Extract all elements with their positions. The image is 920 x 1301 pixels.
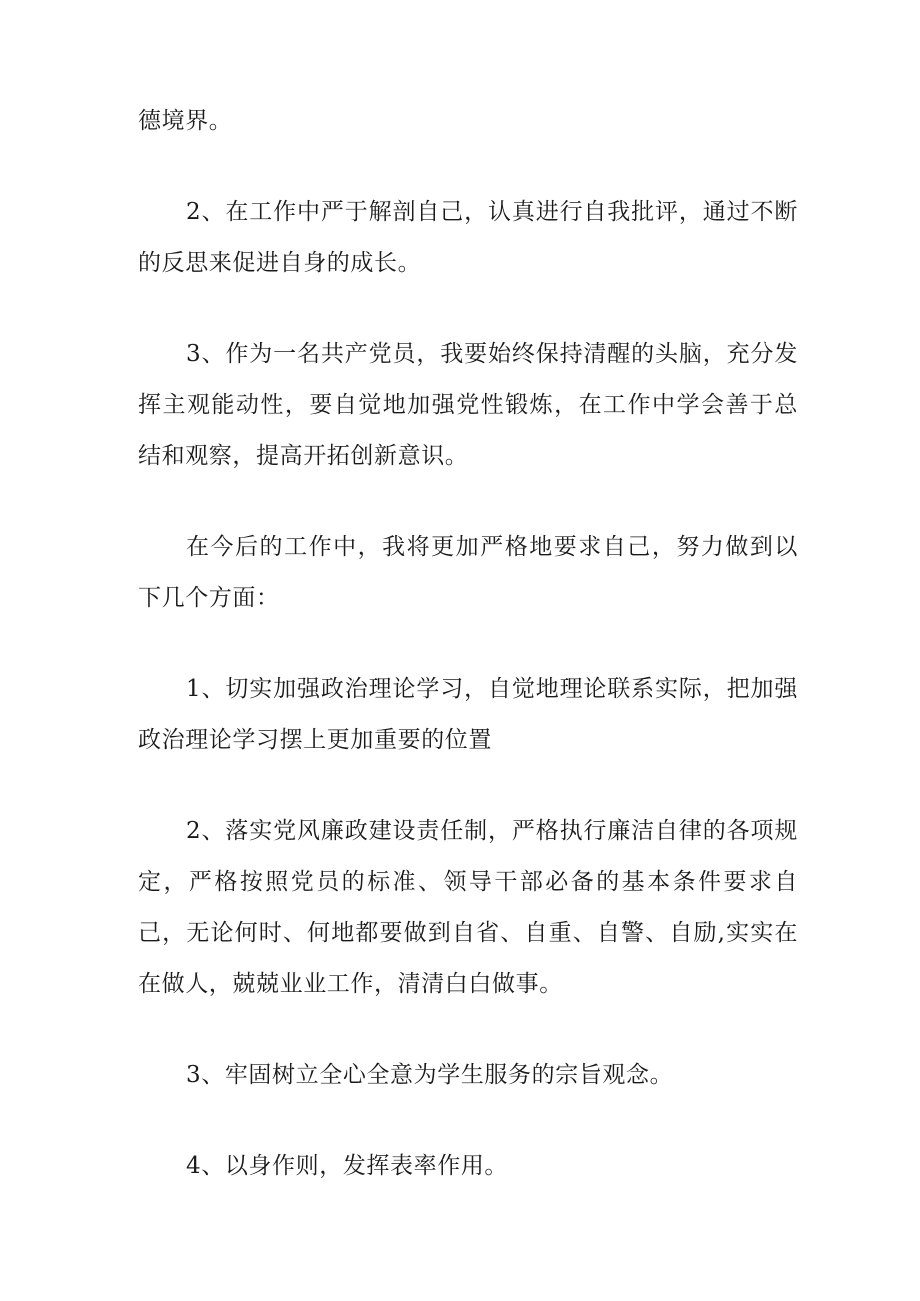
paragraph-continuation: 德境界。 xyxy=(138,108,233,134)
paragraph-item-3-party-member: 3、作为一名共产党员，我要始终保持清醒的头脑，充分发挥主观能动性，要自觉地加强党性锻炼，在工作中学会善于总结和观察，提高开拓创新意识。 xyxy=(138,341,798,469)
paragraph-goal-3-serve-students: 3、牢固树立全心全意为学生服务的宗旨观念。 xyxy=(186,1062,674,1088)
paragraph-goal-1-political-study: 1、切实加强政治理论学习，自觉地理论联系实际，把加强政治理论学习摆上更加重要的位置 xyxy=(138,676,798,753)
paragraph-item-2-self-criticism: 2、在工作中严于解剖自己，认真进行自我批评，通过不断的反思来促进自身的成长。 xyxy=(138,199,798,276)
paragraph-future-work-intro: 在今后的工作中，我将更加严格地要求自己，努力做到以下几个方面： xyxy=(138,534,798,611)
paragraph-goal-4-lead-by-example: 4、以身作则，发挥表率作用。 xyxy=(186,1153,509,1179)
paragraph-goal-2-integrity: 2、落实党风廉政建设责任制，严格执行廉洁自律的各项规定，严格按照党员的标准、领导干部必备的基本条件要求自己，无论何时、何地都要做到自省、自重、自警、自励,实实在在做人，兢兢业业工作，清清白白做事。 xyxy=(138,818,798,997)
document-page xyxy=(138,96,798,1192)
